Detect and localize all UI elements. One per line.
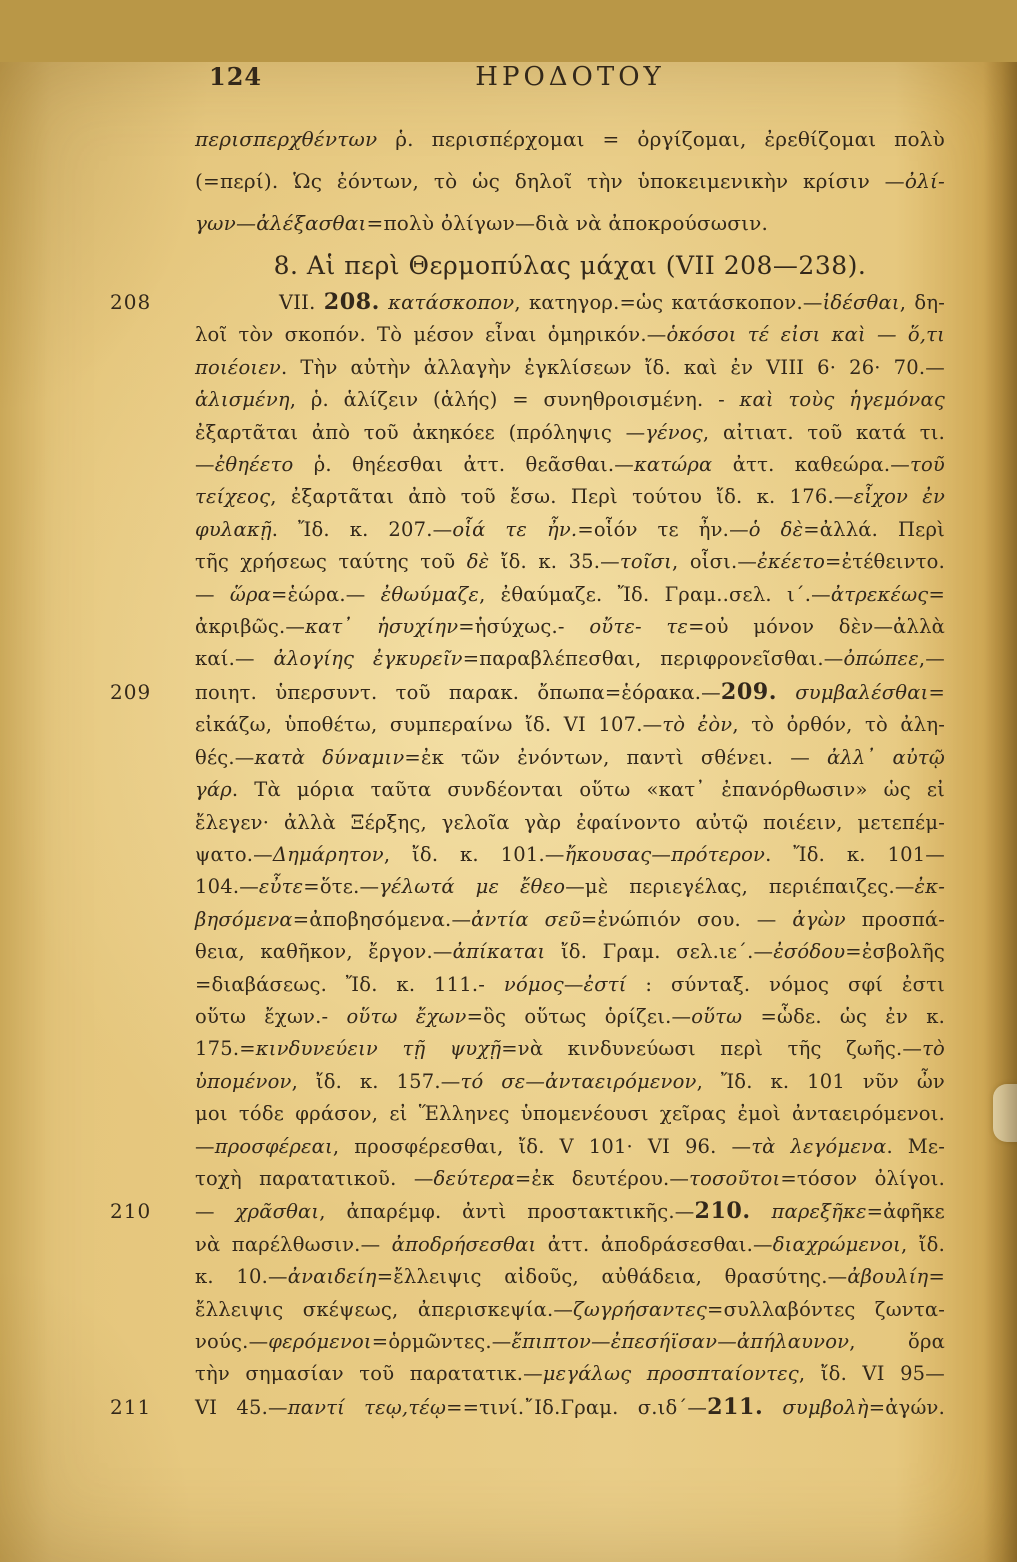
lemma-text: ὀλί-: [904, 169, 945, 193]
intro-paragraph: [195, 118, 945, 244]
commentary-text: τοχὴ παρατατικοῦ. —: [195, 1166, 434, 1190]
lemma-text: ἐθωύμαζε: [380, 582, 480, 606]
commentary-text: =πολὺ ὀλίγων—διὰ νὰ ἀποκρούσωσιν.: [366, 211, 769, 235]
commentary-text: =ἐτέθειντο.: [825, 550, 945, 574]
commentary-text: οὕτω ἔχων.-: [195, 1004, 347, 1028]
commentary-text: =οἷόν τε ἦν.—: [577, 517, 749, 541]
commentary-text: ἔλεγεν· ἀλλὰ Ξέρξης, γελοῖα γὰρ ἐφαίνοντο αὐτῷ ποιέειν, μετεπέμ-: [195, 810, 945, 834]
text-line: [195, 319, 945, 351]
commentary-text: 175.=: [195, 1037, 256, 1061]
margin-section-number: 208: [110, 290, 152, 314]
lemma-text: ὑπομένον: [195, 1069, 292, 1093]
commentary-text: =ὁρμῶντες.—: [371, 1330, 512, 1353]
lemma-text: οἷά τε ἦν.: [452, 517, 578, 541]
text-line: [195, 1033, 945, 1065]
commentary-text: . Τὴν αὐτὴν ἀλλαγὴν ἐγκλίσεων ἴδ. καὶ ἐν VIII 6· 26· 70.—: [280, 355, 945, 379]
commentary-text: , τὸ ὀρθόν, τὸ ἀλη-: [732, 713, 945, 737]
commentary-text: λοῖ τὸν σκοπόν. Τὸ μέσον εἶναι ὁμηρικόν.—: [195, 323, 667, 347]
lemma-text: ἀτρεκέως: [830, 582, 929, 606]
lemma-text: χρᾶσθαι: [235, 1200, 320, 1224]
lemma-text: ἐκέετο: [757, 550, 826, 574]
text-line: [195, 1294, 945, 1326]
commentary-text: θεια, καθῆκον, ἔργον.—: [195, 940, 453, 964]
commentary-text: , ἴδ. VI 95—: [798, 1362, 945, 1386]
bold-section-number: 208.: [323, 289, 380, 315]
text-line: [195, 1131, 945, 1163]
text-line: [110, 676, 945, 709]
commentary-text: ῥ. περισπέρχομαι = ὀργίζομαι, ἐρεθίζομαι πολὺ: [377, 127, 945, 151]
commentary-text: =ἐσβολῆς: [845, 940, 945, 964]
lemma-text: ἐσόδου: [773, 940, 846, 964]
lemma-text: μεγάλως προσπταίοντες: [542, 1362, 799, 1386]
text-line: [195, 1001, 945, 1033]
bold-section-number: 211.: [707, 1393, 764, 1420]
commentary-text: ἴδ. Γραμ. σελ.ιε΄.—: [545, 940, 774, 964]
commentary-text: ῥ. θηέεσθαι ἀττ. θεᾶσθαι.—: [293, 453, 634, 477]
commentary-text: =: [928, 582, 945, 606]
lemma-text: δὲ: [466, 550, 490, 574]
lemma-text: ποιέοιεν: [195, 355, 281, 379]
commentary-text: =ἐκ τῶν ἐνόντων, παντὶ σθένει. —: [404, 745, 827, 769]
text-line: [195, 1066, 945, 1098]
commentary-text: , ἴδ.: [901, 1232, 945, 1256]
page-header: [195, 62, 945, 92]
lemma-text: ἀγὼν: [792, 907, 846, 931]
book-page: [0, 62, 1017, 1562]
lemma-text: γων—ἀλέξασθαι: [195, 211, 367, 235]
commentary-text: =ὧδε. ὡς ἐν κ.: [742, 1004, 945, 1028]
commentary-text: . Τὰ μόρια ταῦτα συνδέονται οὕτω «κατ᾽ ἐπανόρθωσιν» ὡς εἰ: [231, 778, 945, 802]
commentary-text: =: [928, 680, 945, 704]
text-line: [195, 969, 945, 1001]
text-line: [195, 1358, 945, 1390]
commentary-text: , ἴδ. κ. 101.—: [383, 842, 565, 866]
lemma-text: Δημάρητον: [272, 842, 384, 866]
commentary-text: , ῥ. ἁλίζειν (ἁλής) = συνηθροισμένη. -: [289, 388, 740, 412]
page-number: 124: [209, 62, 263, 91]
commentary-text: καί.—: [195, 647, 274, 671]
commentary-text: =ἀφῆκε: [866, 1200, 945, 1224]
text-line: [195, 1163, 945, 1195]
commentary-text: νούς.—: [195, 1330, 269, 1353]
commentary-text: =ἀποβησόμενα.—: [292, 907, 472, 931]
text-line: [110, 286, 945, 319]
lemma-text: ὥρα: [229, 582, 272, 606]
lemma-text: ἀλογίης ἐγκυρεῖν: [273, 647, 463, 671]
commentary-text: προσπά-: [845, 907, 945, 931]
lemma-text: ἀλλ᾽ αὐτῷ: [826, 745, 945, 769]
lemma-text: κατώρα: [633, 453, 713, 477]
text-line: [195, 384, 945, 416]
margin-section-number: 210: [110, 1199, 152, 1224]
text-line: [195, 579, 945, 611]
text-line: [195, 904, 945, 936]
text-line: [195, 514, 945, 546]
lemma-text: συμβολὴ: [763, 1395, 869, 1419]
commentary-text: μοι τόδε φράσον, εἰ Ἕλληνες ὑπομενέουσι χεῖρας ἐμοὶ ἀνταειρόμενοι.: [195, 1102, 945, 1126]
commentary-text: =ἡσύχως.-: [458, 615, 590, 639]
text-line: [195, 709, 945, 741]
text-line: [195, 1098, 945, 1130]
commentary-text: =διαβάσεως. Ἴδ. κ. 111.-: [195, 972, 504, 996]
lemma-text: διαχρώμενοι: [772, 1232, 902, 1256]
lemma-text: κατάσκοπον: [379, 291, 515, 314]
lemma-text: τό σε—ἀνταειρόμενον: [460, 1069, 697, 1093]
commentary-text: , ὅρα: [849, 1330, 945, 1353]
commentary-text: 104.—: [195, 875, 259, 899]
commentary-text: =ἀλλά. Περὶ: [803, 517, 945, 541]
commentary-text: , κατηγορ.=ὡς κατάσκοπον.—: [514, 291, 823, 314]
commentary-text: =ἀγών.: [868, 1395, 946, 1419]
text-line: [195, 546, 945, 578]
commentary-text: ,—: [918, 647, 945, 671]
text-line: [195, 742, 945, 774]
lemma-text: καὶ τοὺς ἡγεμόνας: [739, 388, 945, 412]
lemma-text: κινδυνεύειν τῇ ψυχῇ: [255, 1037, 502, 1061]
commentary-text: . Με-: [886, 1134, 946, 1158]
text-line: [195, 449, 945, 481]
lemma-text: γένος: [645, 420, 703, 444]
lemma-text: ἤκουσας—πρότερον: [564, 842, 766, 866]
commentary-text: —: [195, 453, 215, 477]
text-line: [195, 1326, 945, 1358]
lemma-text: εἶχον ἐν: [853, 485, 946, 509]
commentary-text: , αἰτιατ. τοῦ κατά τι.: [702, 420, 945, 444]
commentary-text: =συλλαβόντες ζωντα-: [707, 1297, 945, 1321]
commentary-text: ἐξαρτᾶται ἀπὸ τοῦ ἀκηκόεε (πρόληψις —: [195, 420, 646, 444]
lemma-text: φυλακῇ: [195, 517, 272, 541]
commentary-text: , Ἴδ. κ. 101 νῦν ὦν: [696, 1069, 945, 1093]
commentary-text: VII.: [279, 291, 324, 314]
commentary-text: —μὲ περιεγέλας, περιέπαιζες.—: [565, 875, 915, 899]
commentary-text: VI 45.—: [195, 1395, 288, 1419]
text-line: [195, 807, 945, 839]
commentary-text: : σύνταξ. νόμος σφί ἐστι: [626, 972, 946, 996]
lemma-text: ἀπίκαται: [452, 940, 546, 964]
text-line: [195, 871, 945, 903]
lemma-text: τοῦ: [910, 453, 945, 477]
lemma-text: τὸ: [922, 1037, 945, 1061]
commentary-text: , ἐθαύμαζε. Ἴδ. Γραμ..σελ. ι΄.—: [479, 582, 831, 606]
text-line: [110, 1391, 946, 1424]
lemma-text: τοῖσι: [619, 550, 673, 574]
commentary-text: =οὐ μόνον δὲν—ἀλλὰ: [688, 615, 946, 639]
commentary-text: , δη-: [899, 291, 945, 314]
commentary-text: ==τινί.῎Ιδ.Γραμ. σ.ιδ΄—: [446, 1395, 708, 1419]
lemma-text: ἐκ-: [914, 875, 945, 899]
section-heading: 8. Αἱ περὶ Θερμοπύλας μάχαι (VII 208—238).: [273, 251, 867, 280]
lemma-text: συμβαλέσθαι: [777, 680, 929, 704]
lemma-text: τείχεος: [195, 485, 271, 509]
text-line: [195, 1229, 945, 1261]
text-line: [195, 936, 945, 968]
lemma-text: παρεξῆκε: [750, 1200, 867, 1224]
running-title: ΗΡΟΔΟΤΟΥ: [475, 62, 665, 92]
lemma-text: εὖτε: [258, 875, 304, 899]
commentary-text: =ἔλλειψις αἰδοῦς, αὐθάδεια, θρασύτης.—: [376, 1265, 848, 1289]
lemma-text: ζωγρήσαντες: [573, 1297, 708, 1321]
lemma-text: φερόμενοι: [268, 1330, 372, 1353]
commentary-text: τὴν σημασίαν τοῦ παρατατικ.—: [195, 1362, 543, 1386]
lemma-text: δεύτερα: [433, 1166, 515, 1190]
text-line: [195, 417, 945, 449]
text-line: [195, 611, 945, 643]
text-line: [195, 118, 945, 160]
lemma-text: οὕτω: [691, 1004, 743, 1028]
commentary-text: . Ἴδ. κ. 101—: [765, 842, 945, 866]
lemma-text: κατὰ δύναμιν: [254, 745, 405, 769]
commentary-text: =ὃς οὕτως ὁρίζει.—: [466, 1004, 692, 1028]
text-line: [110, 1195, 945, 1228]
commentary-text: εἰκάζω, ὑποθέτω, συμπεραίνω ἴδ. VI 107.—: [195, 713, 663, 737]
text-line: [195, 160, 945, 202]
lemma-text: προσφέρεαι: [214, 1134, 333, 1158]
text-line: [195, 774, 945, 806]
lemma-text: γέλωτά με ἔθεο: [379, 875, 566, 899]
commentary-text: θές.—: [195, 745, 255, 769]
commentary-text: , ἐξαρτᾶται ἀπὸ τοῦ ἔσω. Περὶ τούτου ἴδ. κ. 176.—: [270, 485, 854, 509]
lemma-text: ἀντία σεῦ: [471, 907, 581, 931]
commentary-text: =παραβλέπεσθαι, περιφρονεῖσθαι.—: [462, 647, 844, 671]
lemma-text: οὕτω ἔχων: [346, 1004, 467, 1028]
margin-section-number: 209: [110, 679, 152, 704]
lemma-text: ἰδέσθαι: [822, 291, 900, 314]
commentary-text: ποιητ. ὑπερσυντ. τοῦ παρακ. ὄπωπα=ἑόρακα.—: [195, 680, 721, 704]
bold-section-number: 210.: [694, 1198, 751, 1225]
commentary-text: ἴδ. κ. 35.—: [489, 550, 620, 574]
lemma-text: γάρ: [195, 778, 232, 802]
text-line: [195, 643, 945, 675]
commentary-text: ἀττ. ἀποδράσεσθαι.—: [536, 1232, 773, 1256]
text-line: [195, 1261, 945, 1293]
commentary-paragraph: [110, 286, 946, 1424]
commentary-text: (=περί). Ὡς ἐόντων, τὸ ὡς δηλοῖ τὴν ὑποκειμενικὴν κρίσιν —: [195, 169, 905, 193]
paper-edge-chip: [993, 1084, 1017, 1142]
lemma-text: παντί τεῳ,τέῳ: [287, 1395, 447, 1419]
bold-section-number: 209.: [720, 678, 777, 705]
commentary-text: , προσφέρεσθαι, ἴδ. V 101· VI 96. —: [332, 1134, 752, 1158]
commentary-text: , οἷσι.—: [672, 550, 758, 574]
text-line: [195, 481, 945, 513]
commentary-text: =ἑώρα.—: [271, 582, 381, 606]
lemma-text: ἀβουλίη: [847, 1265, 929, 1289]
commentary-text: κ. 10.—: [195, 1265, 288, 1289]
lemma-text: ἐθηέετο: [214, 453, 294, 477]
commentary-text: =ἐνώπιόν σου. —: [580, 907, 793, 931]
commentary-text: ἀττ. καθεώρα.—: [712, 453, 910, 477]
lemma-text: τοσοῦτοι: [689, 1166, 781, 1190]
lemma-text: ἔπιπτον—ἐπεσήϊσαν—ἀπήλαυνον: [511, 1330, 850, 1353]
text-line: [195, 352, 945, 384]
commentary-text: —: [195, 1200, 236, 1224]
lemma-text: ὀπώπεε: [843, 647, 919, 671]
commentary-text: —: [195, 582, 230, 606]
commentary-text: =ὅτε.—: [303, 875, 380, 899]
lemma-text: βησόμενα: [195, 907, 293, 931]
commentary-text: =νὰ κινδυνεύωσι περὶ τῆς ζωῆς.—: [501, 1037, 923, 1061]
commentary-text: , ἀπαρέμφ. ἀντὶ προστακτικῆς.—: [319, 1200, 695, 1224]
commentary-text: . Ἴδ. κ. 207.—: [271, 517, 453, 541]
commentary-text: ἔλλειψις σκέψεως, ἀπερισκεψία.—: [195, 1297, 574, 1321]
commentary-text: =ἐκ δευτέρου.—: [514, 1166, 690, 1190]
commentary-text: τῆς χρήσεως ταύτης τοῦ: [195, 550, 467, 574]
commentary-text: , ἴδ. κ. 157.—: [291, 1069, 461, 1093]
lemma-text: ὁ δὲ: [748, 517, 804, 541]
page-edge-shadow: [983, 62, 1017, 1562]
lemma-text: οὔτε- τε: [589, 615, 689, 639]
commentary-text: =: [928, 1265, 945, 1289]
commentary-text: =τόσον ὀλίγοι.: [780, 1166, 945, 1190]
lemma-text: ἀποδρήσεσθαι: [391, 1232, 537, 1256]
commentary-text: —: [195, 1134, 215, 1158]
margin-section-number: 211: [110, 1394, 152, 1419]
commentary-text: ἀκριβῶς.—: [195, 615, 306, 639]
text-line: [195, 202, 945, 244]
lemma-text: τὸ ἐὸν: [662, 713, 733, 737]
lemma-text: ἁλισμένη: [195, 388, 290, 412]
lemma-text: κατ᾽ ἡσυχίην: [305, 615, 459, 639]
text-line: [195, 839, 945, 871]
lemma-text: τὰ λεγόμενα: [751, 1134, 887, 1158]
lemma-text: περισπερχθέντων: [195, 127, 378, 151]
commentary-text: ψατο.—: [195, 842, 273, 866]
lemma-text: νόμος—ἐστί: [503, 972, 627, 996]
lemma-text: ἀναιδείη: [287, 1265, 377, 1289]
commentary-text: νὰ παρέλθωσιν.—: [195, 1232, 392, 1256]
lemma-text: ὁκόσοι τέ εἰσι καὶ — ὅ,τι: [666, 323, 945, 347]
